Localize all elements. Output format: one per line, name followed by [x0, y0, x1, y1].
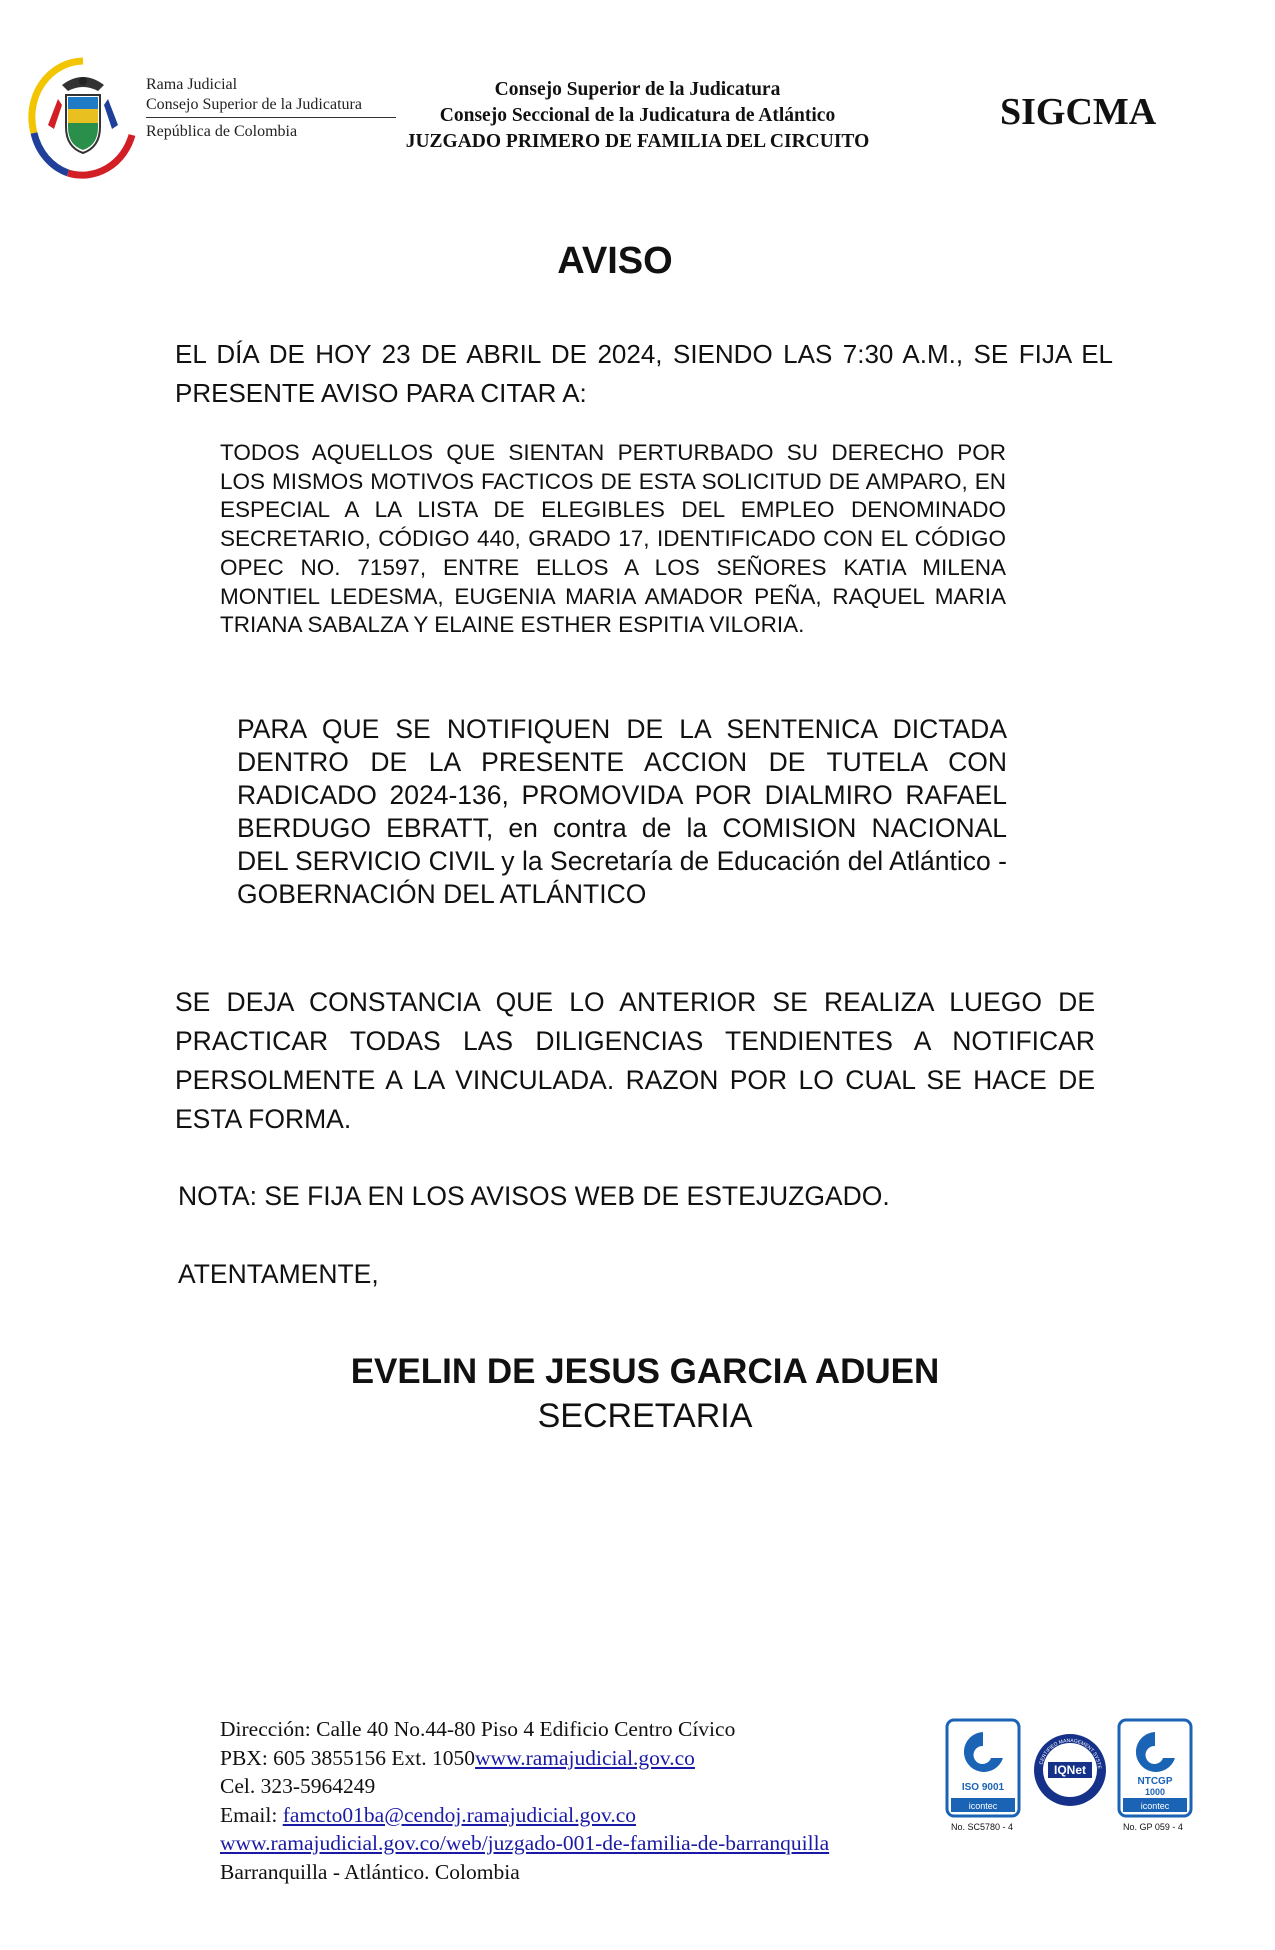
- certification-logos: [945, 1718, 1195, 1863]
- logo-line-republica: República de Colombia: [146, 123, 298, 140]
- cited-parties-paragraph: TODOS AQUELLOS QUE SIENTAN PERTURBADO SU DERECHO POR LOS MISMOS MOTIVOS FACTICOS DE ESTA SOLICITUD DE AMPARO, EN ESPECIAL A LA LISTA DE ELEGIBLES DEL EMPLEO DENOMINADO SECRETARIO, CÓDIGO 440, GRADO 17, IDENTIFICADO CON EL CÓDIGO OPEC NO. 71597, ENTRE ELLOS A LOS SEÑORES KATIA MILENA MONTIEL LEDESMA, EUGENIA MARIA AMADOR PEÑA, RAQUEL MARIA TRIANA SABALZA Y ELAINE ESTHER ESPITIA VILORIA.: [220, 440, 1006, 638]
- header-line-2: Consejo Seccional de la Judicatura de Atlántico: [439, 105, 836, 126]
- signer-name: EVELIN DE JESUS GARCIA ADUEN: [350, 1352, 940, 1391]
- footer-contact: [220, 1715, 829, 1886]
- footer-email: [220, 1801, 829, 1830]
- purpose-paragraph: PARA QUE SE NOTIFIQUEN DE LA SENTENICA DICTADA DENTRO DE LA PRESENTE ACCION DE TUTELA CON RADICADO 2024-136, PROMOVIDA POR DIALMIRO RAFAEL BERDUGO EBRATT, en contra de la COMISION NACIONAL DEL SERVICIO CIVIL y la Secretaría de Educación del Atlántico - GOBERNACIÓN DEL ATLÁNTICO: [237, 714, 1007, 909]
- ntcgp-badge-icon: [1119, 1720, 1191, 1816]
- colombia-coat-of-arms-icon: [28, 55, 138, 180]
- signer-role: SECRETARIA: [537, 1397, 753, 1435]
- footer-pbx: [220, 1744, 829, 1773]
- footer-email-link[interactable]: famcto01ba@cendoj.ramajudicial.gov.co: [282, 1802, 637, 1827]
- institution-header: [360, 77, 915, 155]
- logo-line-rama: Rama Judicial: [146, 76, 238, 93]
- footer-pbx-link[interactable]: www.ramajudicial.gov.co: [475, 1745, 695, 1770]
- iso-cert-number: No. SC5780 - 4: [951, 1822, 1014, 1832]
- iso9001-badge-icon: [947, 1720, 1019, 1816]
- footer-city: Barranquilla - Atlántico. Colombia: [220, 1859, 520, 1884]
- iso-icontec-label: icontec: [968, 1801, 998, 1811]
- logo-divider: [146, 117, 396, 118]
- rama-judicial-logo: [28, 55, 398, 185]
- ntcgp-year: 1000: [1144, 1787, 1166, 1797]
- constancia-paragraph: SE DEJA CONSTANCIA QUE LO ANTERIOR SE REALIZA LUEGO DE PRACTICAR TODAS LAS DILIGENCIAS TENDIENTES A NOTIFICAR PERSOLMENTE A LA VINCULADA. RAZON POR LO CUAL SE HACE DE ESTA FORMA.: [175, 987, 1095, 1134]
- logo-line-consejo: Consejo Superior de la Judicatura: [146, 96, 362, 113]
- closing-line: ATENTAMENTE,: [178, 1259, 379, 1289]
- iqnet-ring-text: CERTIFIED MANAGEMENT SYSTE: [1038, 1737, 1103, 1770]
- footer-email-label: Email:: [220, 1802, 283, 1827]
- iqnet-label: IQNet: [1053, 1763, 1087, 1777]
- footer-cel: Cel. 323-5964249: [220, 1774, 376, 1798]
- header-line-3: JUZGADO PRIMERO DE FAMILIA DEL CIRCUITO: [405, 131, 870, 152]
- ntcgp-icontec-label: icontec: [1140, 1801, 1170, 1811]
- header-line-1: Consejo Superior de la Judicatura: [494, 79, 781, 100]
- nota-line: NOTA: SE FIJA EN LOS AVISOS WEB DE ESTEJUZGADO.: [178, 1181, 890, 1211]
- footer-address: Dirección: Calle 40 No.44-80 Piso 4 Edificio Centro Cívico: [220, 1717, 736, 1741]
- footer-web-link[interactable]: www.ramajudicial.gov.co/web/juzgado-001-de-familia-de-barranquilla: [220, 1831, 830, 1855]
- iso-label: ISO 9001: [961, 1782, 1005, 1793]
- sigcma-label: SIGCMA: [1000, 91, 1157, 133]
- ntcgp-label: NTCGP: [1137, 1776, 1173, 1787]
- intro-paragraph: EL DÍA DE HOY 23 DE ABRIL DE 2024, SIENDO LAS 7:30 A.M., SE FIJA EL PRESENTE AVISO PARA CITAR A:: [175, 339, 1113, 408]
- footer-pbx-text: PBX: 605 3855156 Ext. 1050: [220, 1745, 476, 1770]
- document-title: AVISO: [557, 240, 673, 282]
- ntcgp-cert-number: No. GP 059 - 4: [1123, 1822, 1183, 1832]
